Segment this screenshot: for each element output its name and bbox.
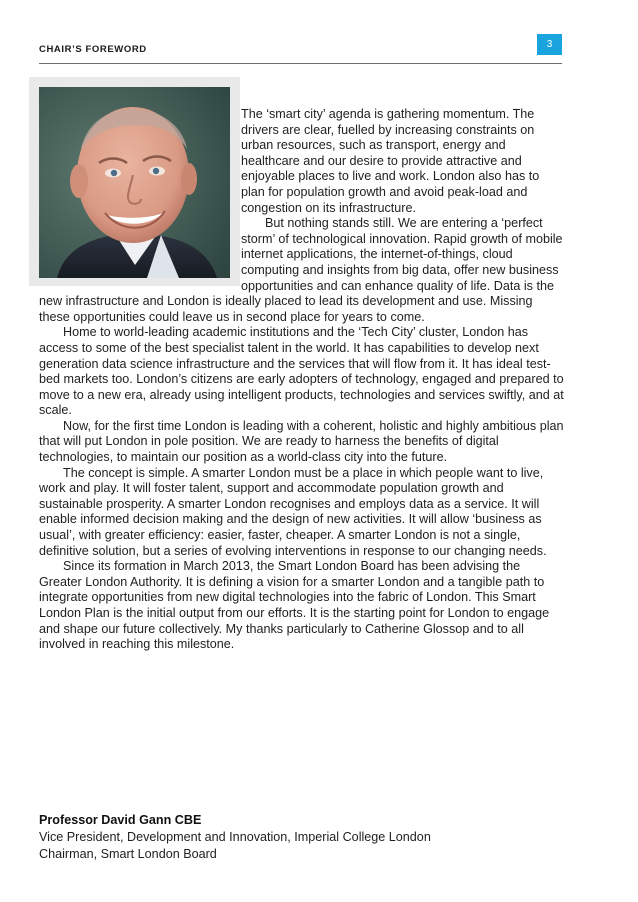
signatory-title-2: Chairman, Smart London Board [39, 847, 217, 861]
page-number-badge: 3 [537, 34, 562, 55]
body-paragraph-5: The concept is simple. A smarter London must be a place in which people want to live, work and play. It will foster talent, support and accommodate population growth and sustainable prosperity. A smarter London recognises and employs data as a service. It will enable informed decision making and the design of new activities. It will allow ‘business as usual’, with greater efficiency: easier, faster, cheaper. A smarter London is not a single, definitive solution, but a series of evolving interventions in response to our changing needs. [39, 465, 547, 558]
signatory-title-1: Vice President, Development and Innovation, Imperial College London [39, 830, 431, 844]
body-paragraph-3: Home to world-leading academic institutions and the ‘Tech City’ cluster, London has access to some of the best specialist talent in the world. It has capabilities to develop next generation data science infrastructure and the services that will flow from it. It has ideal test-bed markets too. London’s citizens are early adopters of technology, engaged and prepared to move to a new era, already using intelligent products, technologies and services swiftly, and at scale. [39, 325, 564, 418]
body-paragraph-2: But nothing stands still. We are entering a ‘perfect storm’ of technological innovation. Rapid growth of mobile internet applications, the internet-of-things, cloud computing and insights from big data, offer new business opportunities and can enhance quality of life. Data is the new infrastructure and London is ideally placed to lead its development and use. Missing these opportunities could leave us in second place for years to come. [39, 216, 563, 324]
body-paragraph-4: Now, for the first time London is leading with a coherent, holistic and highly ambitious plan that will put London in pole position. We are ready to harness the benefits of digital technologies, to maintain our position as a world-class city into the future. [39, 418, 564, 465]
section-title: CHAIR’S FOREWORD [39, 44, 147, 55]
body-paragraph-1: The ‘smart city’ agenda is gathering momentum. The drivers are clear, fuelled by increasing constraints on urban resources, such as transport, energy and healthcare and our desire to provide attractive and enjoyable places to live and work. London also has to plan for population growth and avoid peak-load and congestion on its infrastructure. [241, 107, 540, 215]
signatory-name: Professor David Gann CBE [39, 813, 202, 827]
body-paragraph-6: Since its formation in March 2013, the Smart London Board has been advising the Greater London Authority. It is defining a vision for a smarter London and a tangible path to integrate opportunities from new digital technologies into the fabric of London. This Smart London Plan is the initial output from our efforts. It is the starting point for London to engage and shape our future collectively. My thanks particularly to Catherine Glossop and to all involved in reaching this milestone. [39, 559, 550, 652]
photo-text-wrap [39, 107, 241, 289]
header-divider [39, 63, 562, 64]
foreword-body [39, 107, 564, 653]
